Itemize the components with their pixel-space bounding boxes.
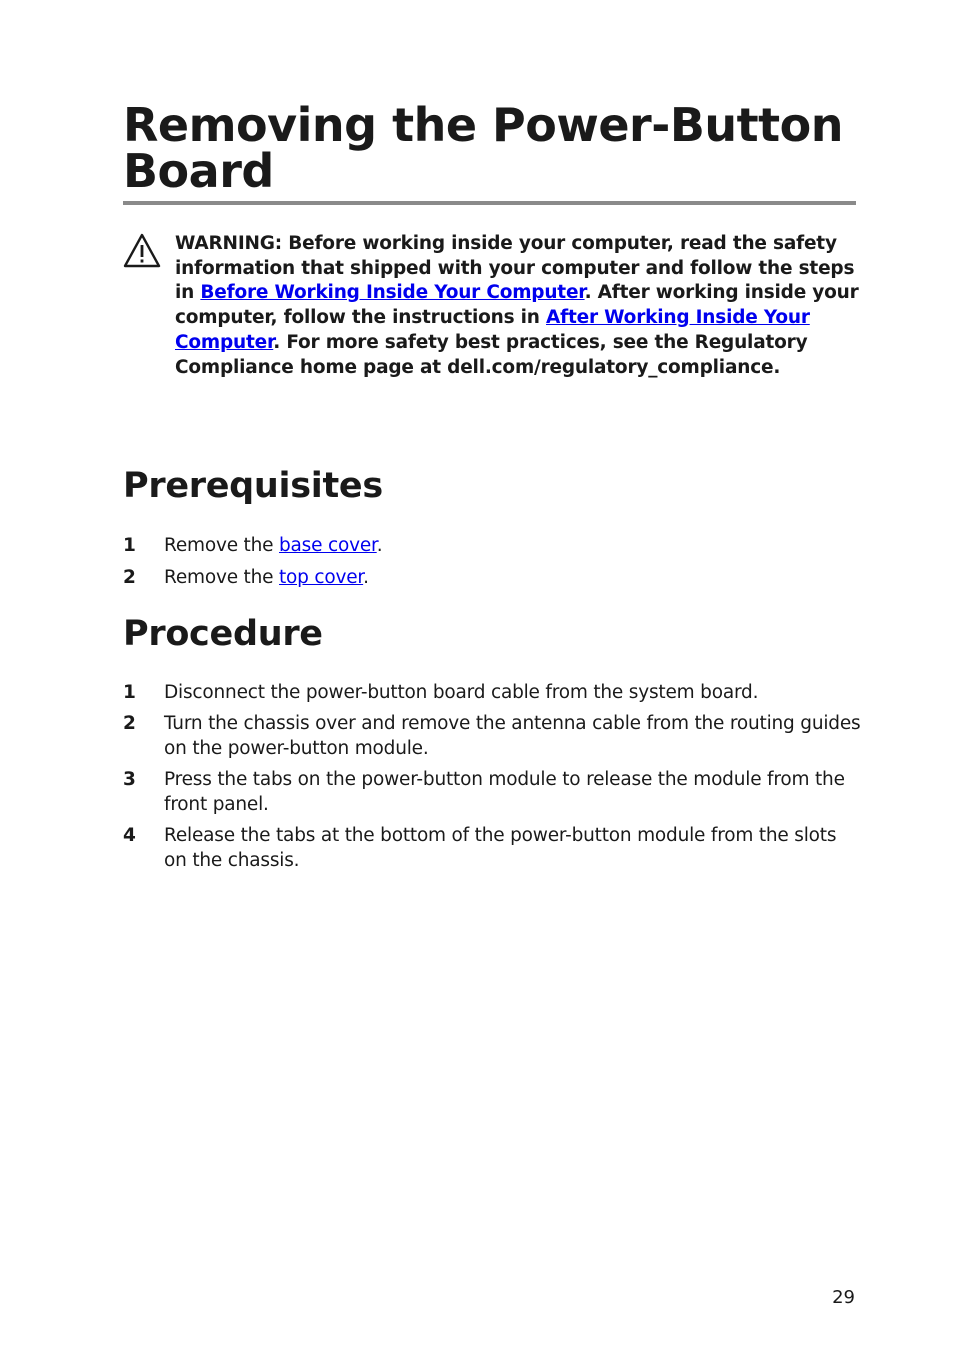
step-text: Remove the bbox=[164, 566, 279, 588]
list-item bbox=[123, 824, 863, 873]
list-item bbox=[123, 712, 863, 761]
step-number: 1 bbox=[123, 682, 136, 703]
page-title: Removing the Power-Button Board bbox=[123, 98, 843, 198]
step-text: Release the tabs at the bottom of the power-button module from the slots on the chassis. bbox=[164, 825, 837, 871]
top-cover-link[interactable]: top cover bbox=[279, 566, 364, 588]
warning-text-part: . After working inside your computer, follow the instructions in bbox=[175, 282, 859, 329]
prerequisites-heading: Prerequisites bbox=[123, 466, 383, 506]
warning-text-part: WARNING: Before working inside your computer, read the safety information that shipped with your computer and follow the steps in bbox=[175, 233, 855, 304]
step-number: 4 bbox=[123, 825, 136, 847]
before-working-link[interactable]: Before Working Inside Your Computer bbox=[200, 282, 585, 304]
list-item bbox=[123, 768, 863, 817]
warning-triangle-icon bbox=[123, 233, 161, 269]
step-number: 3 bbox=[123, 769, 136, 791]
step-text: . bbox=[376, 535, 383, 556]
step-text: Remove the bbox=[164, 535, 279, 556]
title-rule bbox=[123, 201, 856, 205]
page-number: 29 bbox=[832, 1287, 855, 1308]
step-number: 2 bbox=[123, 713, 136, 735]
procedure-list bbox=[123, 681, 863, 880]
step-text: Disconnect the power-button board cable from the system board. bbox=[164, 682, 759, 703]
step-number: 1 bbox=[123, 535, 136, 556]
procedure-heading: Procedure bbox=[123, 614, 323, 654]
prerequisites-list bbox=[123, 534, 863, 597]
after-working-link[interactable]: After Working Inside Your Computer bbox=[175, 307, 810, 353]
list-item bbox=[123, 681, 863, 706]
step-text: Turn the chassis over and remove the antenna cable from the routing guides on the power-button module. bbox=[164, 713, 861, 759]
step-text: . bbox=[363, 566, 369, 588]
base-cover-link[interactable]: base cover bbox=[279, 535, 377, 556]
warning-message bbox=[175, 232, 865, 380]
step-text: Press the tabs on the power-button module to release the module from the front panel. bbox=[164, 769, 845, 815]
warning-text-part: . For more safety best practices, see the Regulatory Compliance home page at dell.com/regulatory_compliance. bbox=[175, 331, 808, 378]
step-number: 2 bbox=[123, 566, 136, 588]
list-item bbox=[123, 534, 863, 559]
list-item bbox=[123, 566, 863, 591]
